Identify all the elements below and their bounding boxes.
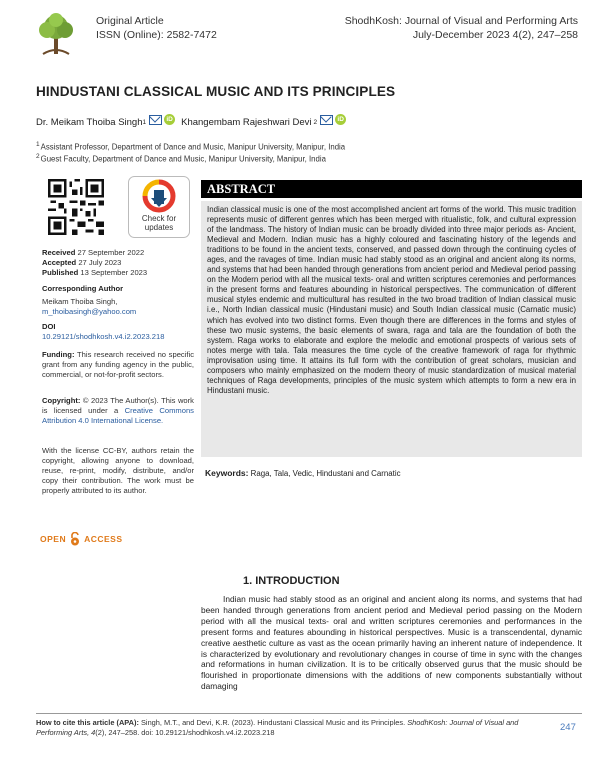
copyright-label: Copyright: [42,396,81,405]
citation-label: How to cite this article (APA): [36,718,139,727]
published-label: Published [42,268,79,277]
check-for-updates-badge[interactable] [128,176,190,238]
funding-text: This research received no specific grant from any funding agency in the public, commercial, or not-for-profit sectors. [42,350,194,379]
published-date: 13 September 2023 [80,268,148,277]
keywords-text: Raga, Tala, Vedic, Hindustani and Carnatic [250,469,401,478]
author-2-name: Khangembam Rajeshwari Devi [181,117,312,128]
author-list [36,117,352,128]
funding-label: Funding: [42,350,75,359]
author-2-email-icon[interactable] [320,115,333,125]
issn: ISSN (Online): 2582-7472 [96,29,217,41]
journal-name: ShodhKosh: Journal of Visual and Performing Arts [344,15,578,27]
funding-block [42,350,194,380]
open-access-access: ACCESS [84,534,123,544]
accepted-label: Accepted [42,258,77,267]
article-type: Original Article [96,15,164,27]
accepted-date: 27 July 2023 [78,258,122,267]
header-left [96,14,217,42]
author-1-sup: 1 [142,119,147,126]
open-access-badge [40,532,123,546]
check-updates-line1: Check for [141,214,177,223]
author-1-orcid-icon[interactable]: iD [164,114,175,125]
header-right [345,14,578,42]
open-access-open: OPEN [40,534,67,544]
cc-by-text: With the license CC-BY, authors retain the copyright, allowing anyone to download, reuse, re-print, modify, distribute, and/or copy their contribution. The work must be properly attributed to its author. [42,446,194,495]
qr-code[interactable] [48,179,104,235]
open-lock-icon [69,532,81,546]
doi-label: DOI [42,322,56,331]
abstract-heading: ABSTRACT [201,180,582,198]
check-updates-line2: updates [144,223,174,232]
doi-link[interactable]: 10.29121/shodhkosh.v4.i2.2023.218 [42,332,165,341]
copyright-block [42,396,194,426]
article-dates [42,248,194,278]
issue-info: July-December 2023 4(2), 247–258 [412,29,578,41]
citation-rest: (2), 247–258. doi: 10.29121/shodhkosh.v4.i2.2023.218 [95,728,275,737]
journal-logo-tree-icon [35,12,77,56]
author-1-email-icon[interactable] [149,115,162,125]
copyright-text: © 2023 The Author(s). This work is licensed under a [42,396,194,415]
keywords-label: Keywords: [205,468,249,478]
article-title: HINDUSTANI CLASSICAL MUSIC AND ITS PRINCIPLES [36,84,396,99]
page-number: 247 [560,722,576,733]
corresponding-name: Meikam Thoiba Singh, [42,297,118,306]
citation-block [36,718,536,738]
citation-journal: ShodhKosh: Journal of Visual and Performing Arts, 4 [36,718,519,737]
keywords [205,468,401,478]
abstract-text: Indian classical music is one of the most accomplished ancient art forms of the world. This music tradition represents music of different genres which has been merged with ritualistic, folk, and cultural expression of the landmass. The history of Indian music can be broadly divided into three major periods as- Ancient, Medieval and Modern. Indian music has a highly coloured and fascinating history of the legends and traditions to be found in the ancient texts, conserved, and passed down through the continuing cycles of ages, and the ravages of time. Indian music had stably stood as an original and ancient along its norms, and systems that had been handed through generations from ancient period and Medieval period passing on the Modern period with all the musical texts- oral and written scriptures ceremonies and performances in the present forms and features abounding in historical perspectives. The communication of different musical styles endemic and multicultural has resulted in the two broad tradition of Indian classical music i.e., North Indian classical music (Hindustani music) and South Indian classical music (Carnatic music) which has evolved into two distinct forms. Even though there are differences in the forms and styles of these two music systems, the basic elements of swara, raga and tala are the foundation of both the system. Raga works to elaborate and explore the melodic and emotional prospects of various sets of notes merge with tala. Tala measures the time cycle of the creative framework of raga for rhythmic improvisation using time. It attains its full form with the contribution of great scholars, musician and composers who mainly emphasized on the modern theory of music standardization of musical material techniques of Raga developments, principles of the music system which attempts to form a new era in Hindustani music. [201,201,582,457]
citation-text: Singh, M.T., and Devi, K.R. (2023). Hindustani Classical Music and its Principles. [141,718,406,727]
affiliation-2 [36,153,326,164]
footer-divider [36,713,582,714]
corresponding-email-link[interactable]: m_thoibasingh@yahoo.com [42,307,137,316]
corresponding-author [42,284,194,317]
received-date: 27 September 2022 [77,248,145,257]
author-2-orcid-icon[interactable]: iD [335,114,346,125]
author-2-sup: 2 [313,119,318,126]
affiliation-2-sup: 2 [36,153,40,160]
license-link[interactable]: Creative Commons Attribution 4.0 International License. [42,406,194,425]
affiliation-2-text: Guest Faculty, Department of Dance and Music, Manipur University, Manipur, India [40,154,326,164]
introduction-heading: 1. INTRODUCTION [243,575,340,587]
introduction-text: Indian music had stably stood as an original and ancient along its norms, and systems that had been handed through generations from ancient period and Medieval period passing on the Modern period with all the musical texts- oral and written scriptures ceremonies and performances in the present forms and features abounding in historical perspectives. Music is a transcendental, dynamic creative aesthetic culture as vast as the ocean primarily having an inherent nature of independence. It is characterized by evolutionary and revolutionary changes in course of time in sync with the changes and reformations in human civilization. It is to be critically observed gurus that the music should be flourished in proportionate dimensions with the additions of new components substantially without damaging [201,594,582,692]
received-label: Received [42,248,76,257]
doi-block [42,322,194,342]
author-1-name: Dr. Meikam Thoiba Singh [36,117,143,128]
affiliation-1-sup: 1 [36,141,40,148]
affiliation-1-text: Assistant Professor, Department of Dance and Music, Manipur University, Manipur, India [40,142,346,152]
affiliation-1 [36,141,345,152]
corresponding-label: Corresponding Author [42,284,124,293]
